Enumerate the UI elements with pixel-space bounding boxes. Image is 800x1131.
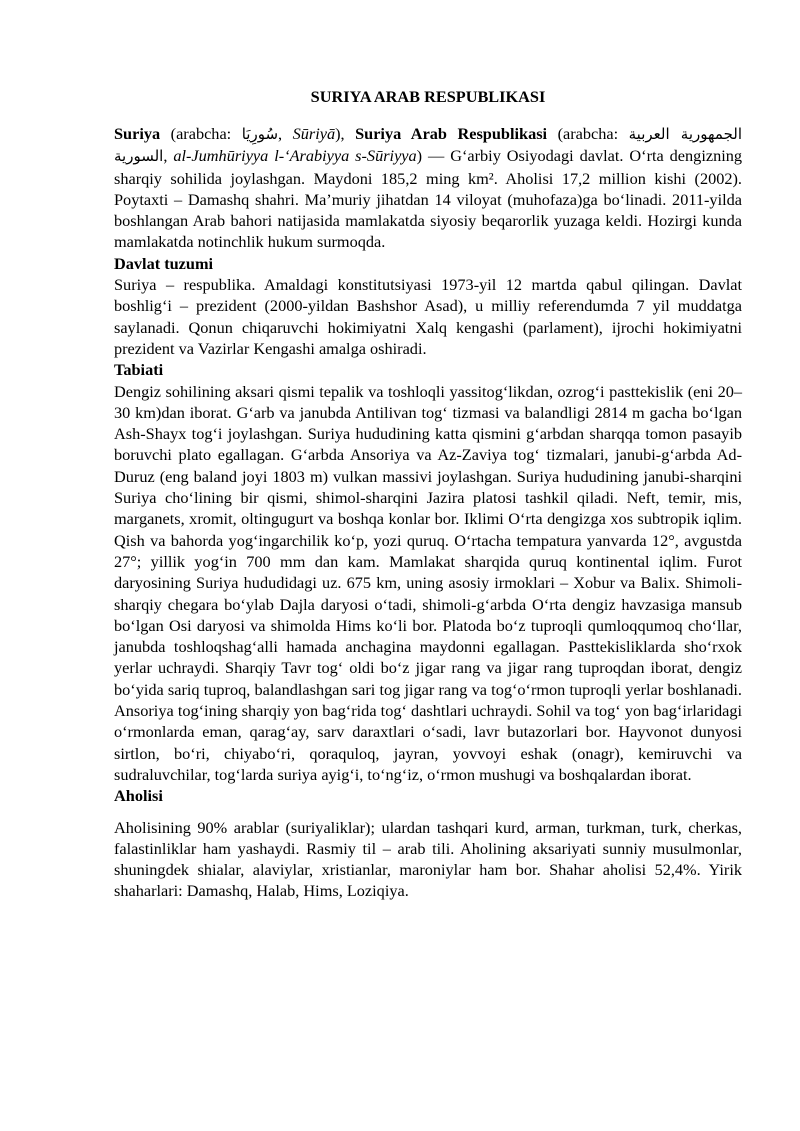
section-heading-population: Aholisi bbox=[114, 786, 163, 806]
arabic-name-short: سُورِيَا bbox=[241, 125, 279, 143]
intro-paragraph: Suriya (arabcha: سُورِيَا, Sūriyā), Suriya Arab Respublikasi (arabcha: الجمهورية العربية السورية, al-Jumhūriyya l-ʻArabiyya s-Sūriyya) — Gʻarbiy Osiyodagi davlat. Oʻrta dengizning sharqiy sohilida joylashgan. Maydoni 185,2 ming km². Aholisi 17,2 million kishi (2002). Poytaxti – Damashq shahri. Ma’muriy jihatdan 14 viloyat (muhofaza)ga boʻlinadi. 2011-yilda boshlangan Arab bahori natijasida mamlakatda siyosiy beqarorlik yuzaga keldi. Hozirgi kunda mamlakatda notinchlik hukum surmoqda. bbox=[114, 124, 743, 252]
country-name: Suriya bbox=[114, 124, 161, 143]
section-text-nature: Dengiz sohilining aksari qismi tepalik va toshloqli yassitogʻlikdan, ozrogʻi pasttekislik (eni 20–30 km)dan iborat. Gʻarb va janubda Antilivan togʻ tizmasi va balandligi 2814 m gacha boʻlgan Ash-Shayx togʻi joylashgan. Suriya hududining katta qismini gʻarbdan sharqqa tomon pasayib boruvchi plato egallagan. Gʻarbda Ansoriya va Az-Zaviya togʻ tizmalari, janubi-gʻarbda Ad-Duruz (eng baland joyi 1803 m) vulkan massivi joylashgan. Suriya hududining janubi-sharqini Suriya choʻlining bir qismi, shimol-sharqini Jazira platosi tashkil qiladi. Neft, temir, mis, marganets, xromit, oltingugurt va boshqa konlar bor. Iklimi Oʻrta dengizga xos subtropik iqlim. Qish va bahorda yogʻingarchilik koʻp, yozi quruq. Oʻrtacha tempatura yanvarda 12°, avgustda 27°; yillik yogʻin 700 mm dan kam. Mamlakat sharqida quruq kontinental iqlim. Furot daryosining Suriya hududidagi uz. 675 km, uning asosiy irmoklari – Xobur va Balix. Shimoli-sharqiy chegara boʻylab Dajla daryosi oʻtadi, shimoli-gʻarbda Oʻrta dengiz havzasiga mansub boʻlgan Osi daryosi va shimolda Hims koʻli bor. Platoda boʻz tuproqli qumloqqumoq choʻllar, janubda toshloqshagʻalli hamada anchagina maydonni egallagan. Pasttekisliklarda shoʻrxok yerlar uchraydi. Sharqiy Tavr togʻ oldi boʻz jigar rang va jigar rang tuproqdan iborat, dengiz boʻyida sariq tuproq, balandlashgan sari tog jigar rang va togʻoʻrmon tuproqli yerlar boshlanadi. Ansoriya togʻining sharqiy yon bagʻrida togʻ dashtlari uchraydi. Sohil va togʻ yon bagʻirlaridagi oʻrmonlarda eman, qaragʻay, sarv daraxtlari oʻsadi, lavr butazorlari bor. Hayvonot dunyosi sirtlon, boʻri, chiyaboʻri, qoraquloq, jayran, yovvoyi eshak (onagr), kemiruvchi va sudraluvchilar, togʻlarda suriya ayigʻi, toʻngʻiz, oʻrmon mushugi va boshqalardan iborat. bbox=[114, 381, 742, 784]
official-name: Suriya Arab Respublikasi bbox=[355, 124, 548, 143]
section-text-population: Aholisining 90% arablar (suriyaliklar); ulardan tashqari kurd, arman, turkman, turk, cherkas, falastinliklar ham yashaydi. Rasmiy til – arab tili. Aholining aksariyati sunniy musulmonlar, shuningdek shialar, alaviylar, xristianlar, maroniylar ham bor. Shahar aholisi 52,4%. Yirik shaharlari: Damashq, Halab, Hims, Loziqiya. bbox=[114, 817, 742, 901]
section-heading-nature: Tabiati bbox=[114, 360, 164, 380]
document-title: SURIYA ARAB RESPUBLIKASI bbox=[310, 87, 546, 106]
section-heading-government: Davlat tuzumi bbox=[114, 253, 214, 273]
arabic-name-official: الجمهورية العربية السورية bbox=[114, 125, 743, 166]
document-page bbox=[114, 80, 742, 902]
transliteration-official: al-Jumhūriyya l-ʻArabiyya s-Sūriyya bbox=[173, 146, 417, 166]
section-text-government: Suriya – respublika. Amaldagi konstitutsiyasi 1973-yil 12 martda qabul qilingan. Davlat boshligʻi – prezident (2000-yildan Bashshor Asad), u milliy referendumda 7 yil muddatga saylanadi. Qonun chiqaruvchi hokimiyatni Xalq kengashi (parlament), ijrochi hokimiyatni prezident va Vazirlar Kengashi amalga oshiradi. bbox=[114, 275, 742, 358]
transliteration-short: Sūriyā bbox=[292, 124, 336, 143]
